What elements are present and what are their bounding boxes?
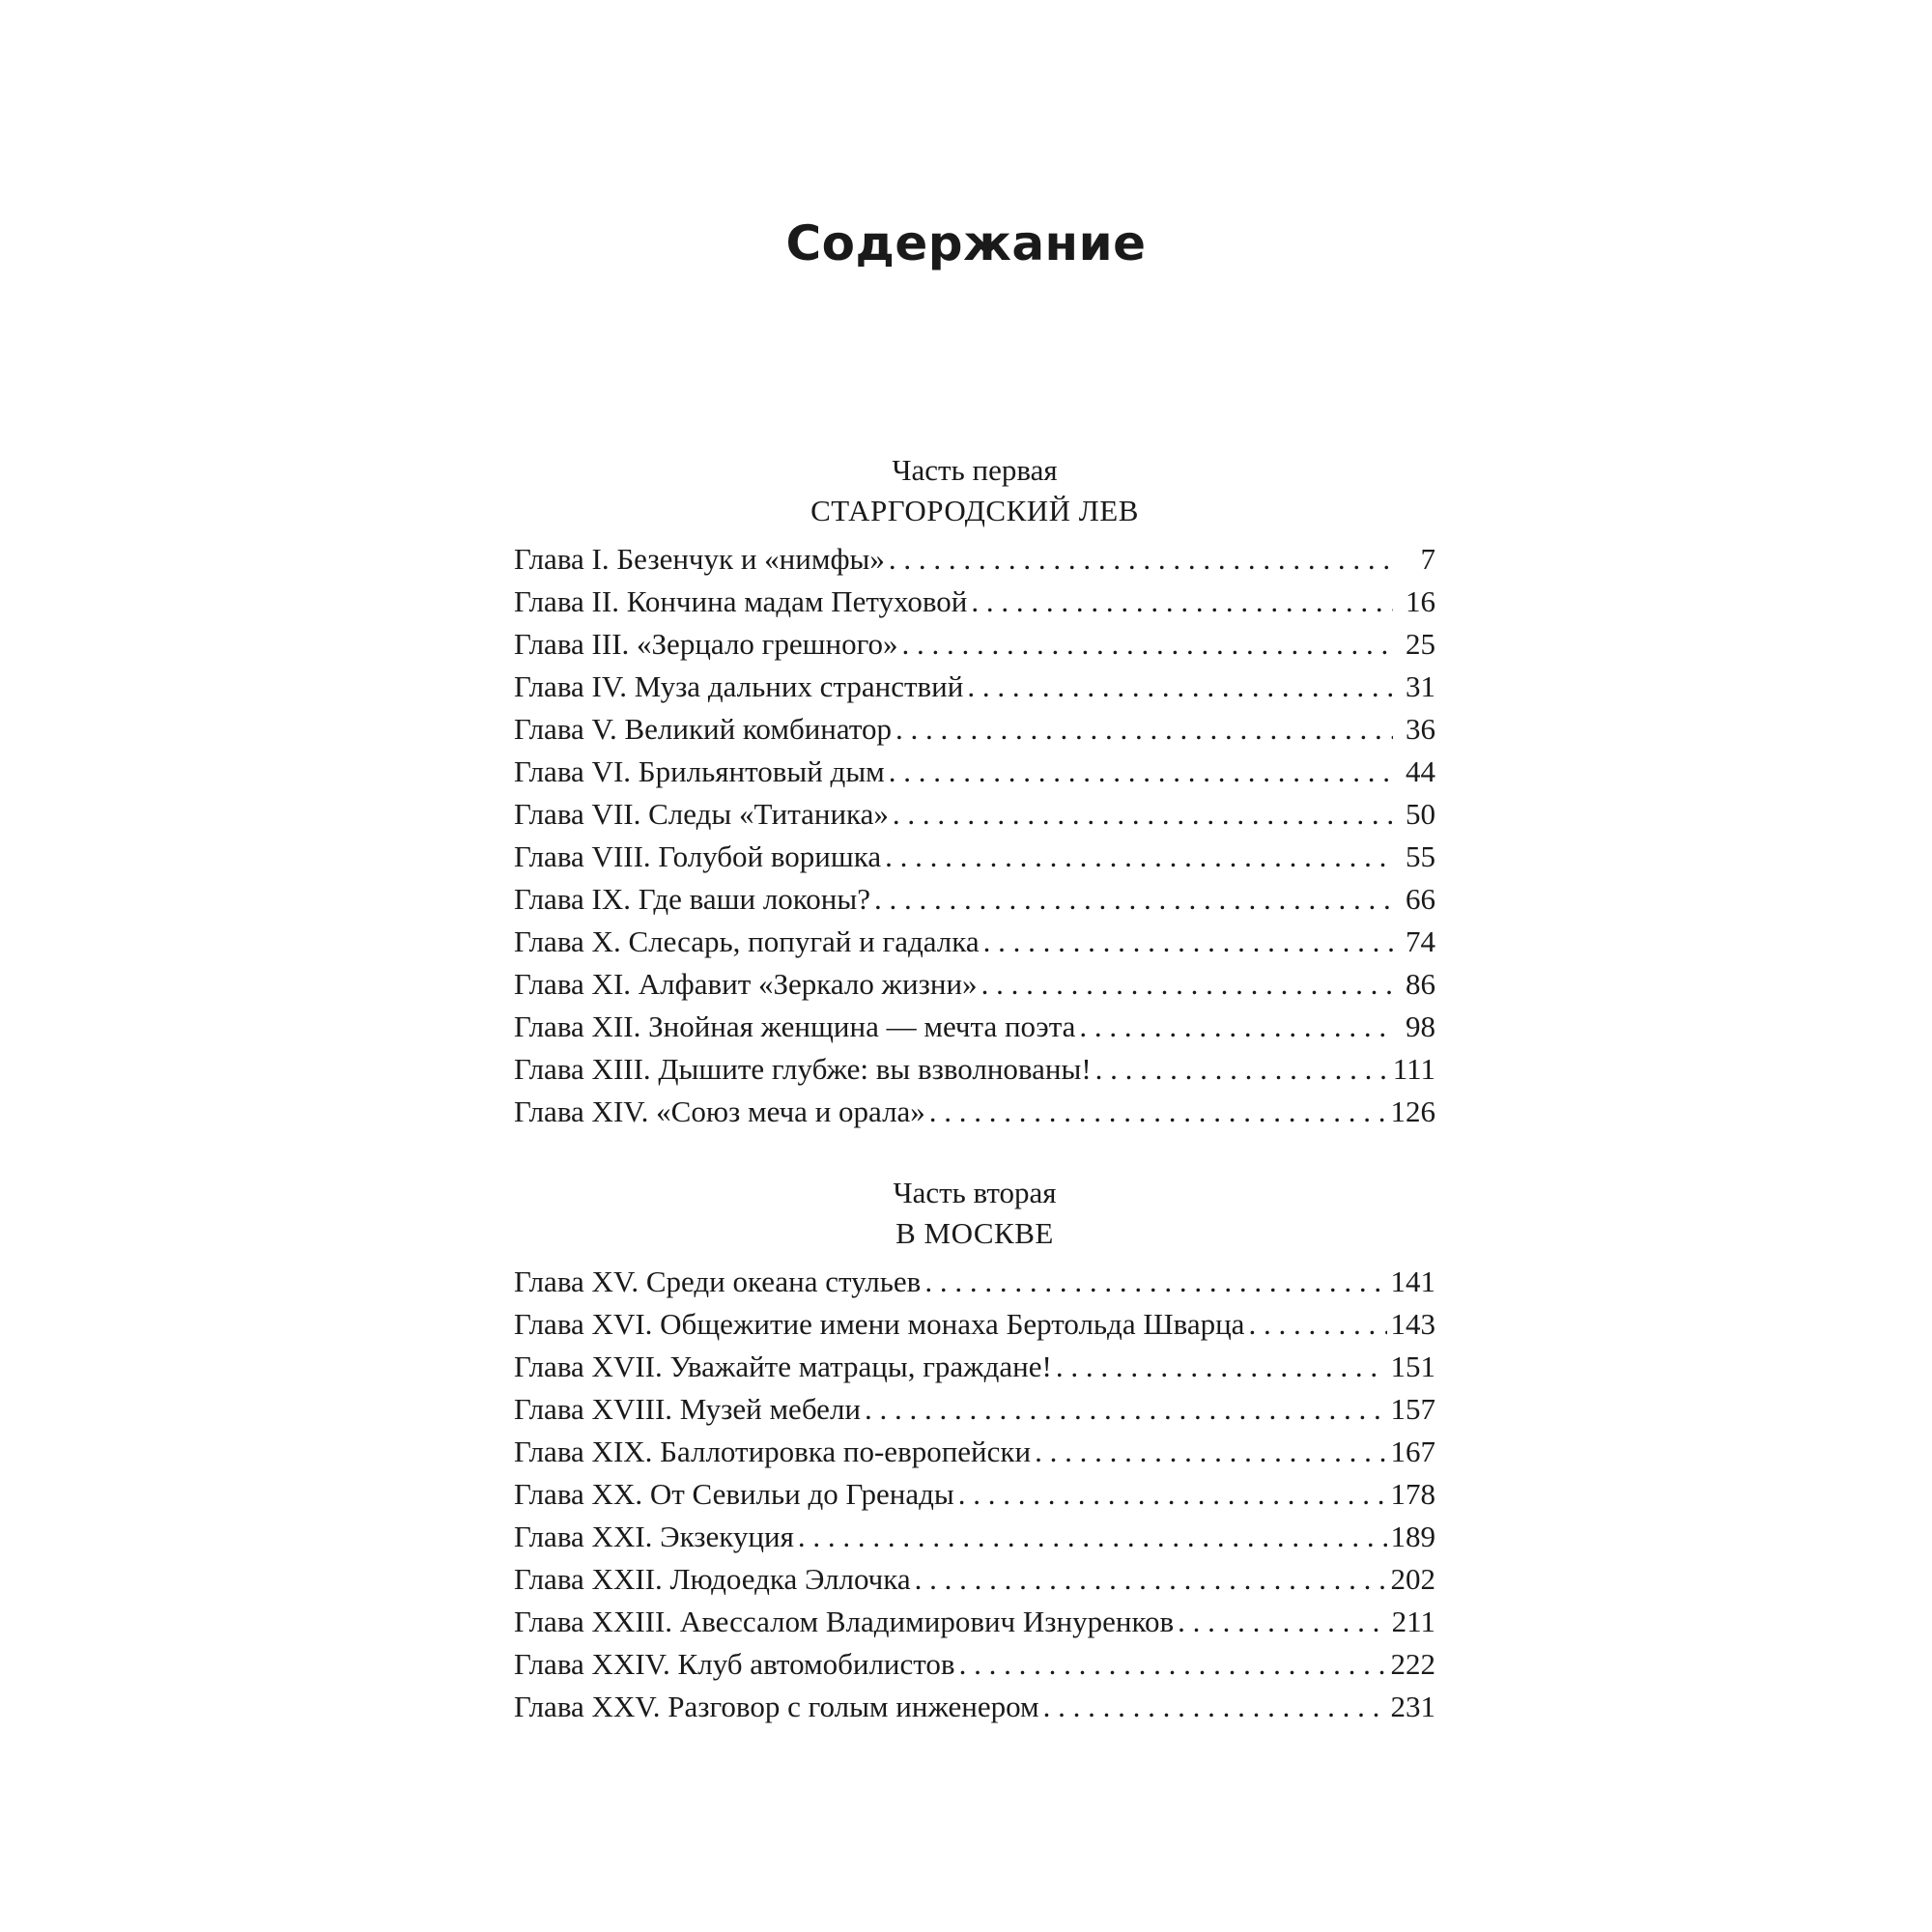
- page-number: 98: [1406, 1009, 1435, 1043]
- chapter-title: Глава XI. Алфавит «Зеркало жизни»: [514, 967, 978, 1001]
- toc-entry: [514, 1346, 1435, 1388]
- page-number: 16: [1406, 584, 1435, 618]
- dot-leader: [885, 836, 1393, 878]
- chapter-title: Глава XIV. «Союз меча и орала»: [514, 1094, 925, 1128]
- page-number: 25: [1406, 627, 1435, 661]
- dot-leader: [1095, 1048, 1389, 1091]
- dot-leader: [915, 1558, 1387, 1601]
- toc-entry: [514, 1091, 1435, 1133]
- toc-entry: [514, 1473, 1435, 1516]
- chapter-title: Глава V. Великий комбинатор: [514, 712, 892, 746]
- toc-entry: [514, 1388, 1435, 1431]
- dot-leader: [889, 538, 1393, 581]
- page-number: 178: [1390, 1477, 1435, 1511]
- part-label: Часть первая: [892, 453, 1058, 487]
- toc-entry: [514, 793, 1435, 836]
- chapter-title: Глава XVIII. Музей мебели: [514, 1392, 861, 1426]
- chapter-title: Глава XV. Среди океана стульев: [514, 1264, 922, 1298]
- chapter-title: Глава VI. Брильянтовый дым: [514, 754, 885, 788]
- page-number: 55: [1406, 839, 1435, 873]
- page-number: 111: [1392, 1052, 1435, 1086]
- chapter-title: Глава VIII. Голубой воришка: [514, 839, 882, 873]
- page-number: 141: [1390, 1264, 1435, 1298]
- toc-entry: [514, 623, 1435, 666]
- toc-entry: [514, 666, 1435, 708]
- toc-entry: [514, 708, 1435, 751]
- toc-entry: [514, 1686, 1435, 1728]
- page-number: 167: [1390, 1435, 1435, 1468]
- page-number: 50: [1406, 797, 1435, 831]
- toc-entry: [514, 538, 1435, 581]
- dot-leader: [958, 1473, 1387, 1516]
- page-number: 143: [1390, 1307, 1435, 1341]
- page-number: 31: [1406, 669, 1435, 703]
- toc-entry: [514, 1303, 1435, 1346]
- page-number: 202: [1390, 1562, 1435, 1596]
- chapter-title: Глава XX. От Севильи до Гренады: [514, 1477, 954, 1511]
- dot-leader: [1035, 1431, 1386, 1473]
- dot-leader: [983, 921, 1393, 963]
- part-title: В МОСКВЕ: [895, 1216, 1054, 1250]
- dot-leader: [874, 878, 1393, 921]
- chapter-title: Глава III. «Зерцало грешного»: [514, 627, 898, 661]
- toc-entry: [514, 1516, 1435, 1558]
- part-one-section: [514, 450, 1435, 1133]
- toc-entry: [514, 878, 1435, 921]
- chapter-title: Глава XVII. Уважайте матрацы, граждане!: [514, 1350, 1052, 1383]
- part-two-section: [514, 1173, 1435, 1728]
- dot-leader: [981, 963, 1393, 1006]
- page-number: 157: [1390, 1392, 1435, 1426]
- toc-entry: [514, 1048, 1435, 1091]
- dot-leader: [1043, 1686, 1387, 1728]
- page-number: 44: [1406, 754, 1435, 788]
- page-title: Содержание: [785, 214, 1147, 271]
- page-number: 86: [1406, 967, 1435, 1001]
- toc-entry: [514, 921, 1435, 963]
- toc-entry: [514, 963, 1435, 1006]
- page-number: 189: [1390, 1520, 1435, 1553]
- toc-entry: [514, 1643, 1435, 1686]
- chapter-title: Глава XIII. Дышите глубже: вы взволнованы!: [514, 1052, 1092, 1086]
- chapter-title: Глава XXII. Людоедка Эллочка: [514, 1562, 911, 1596]
- chapter-title: Глава I. Безенчук и «нимфы»: [514, 542, 885, 576]
- page-number: 231: [1390, 1690, 1435, 1723]
- page-number: 7: [1420, 542, 1435, 576]
- dot-leader: [1248, 1303, 1386, 1346]
- dot-leader: [798, 1516, 1387, 1558]
- chapter-title: Глава X. Слесарь, попугай и гадалка: [514, 924, 980, 958]
- toc-entry: [514, 836, 1435, 878]
- toc-entry: [514, 751, 1435, 793]
- chapter-title: Глава XXIV. Клуб автомобилистов: [514, 1647, 955, 1681]
- page-number: 74: [1406, 924, 1435, 958]
- page-number: 36: [1406, 712, 1435, 746]
- dot-leader: [889, 751, 1393, 793]
- dot-leader: [971, 581, 1393, 623]
- dot-leader: [1056, 1346, 1387, 1388]
- chapter-title: Глава XXIII. Авессалом Владимирович Изнуренков: [514, 1605, 1175, 1638]
- chapter-list: [514, 538, 1435, 1133]
- dot-leader: [893, 793, 1393, 836]
- page-number: 126: [1390, 1094, 1435, 1128]
- toc-entry: [514, 581, 1435, 623]
- dot-leader: [929, 1091, 1387, 1133]
- chapter-title: Глава IX. Где ваши локоны?: [514, 882, 870, 916]
- dot-leader: [895, 708, 1393, 751]
- toc-entry: [514, 1431, 1435, 1473]
- part-label: Часть вторая: [893, 1176, 1057, 1209]
- chapter-list: [514, 1261, 1435, 1728]
- chapter-title: Глава XVI. Общежитие имени монаха Бертольда Шварца: [514, 1307, 1245, 1341]
- chapter-title: Глава XIX. Баллотировка по-европейски: [514, 1435, 1032, 1468]
- toc-entry: [514, 1601, 1435, 1643]
- chapter-title: Глава IV. Муза дальних странствий: [514, 669, 964, 703]
- toc-entry: [514, 1261, 1435, 1303]
- dot-leader: [1178, 1601, 1388, 1643]
- dot-leader: [865, 1388, 1387, 1431]
- chapter-title: Глава VII. Следы «Титаника»: [514, 797, 889, 831]
- chapter-title: Глава XXV. Разговор с голым инженером: [514, 1690, 1039, 1723]
- page-number: 66: [1406, 882, 1435, 916]
- chapter-title: Глава XII. Знойная женщина — мечта поэта: [514, 1009, 1076, 1043]
- toc-entry: [514, 1558, 1435, 1601]
- page-number: 151: [1390, 1350, 1435, 1383]
- dot-leader: [1079, 1006, 1393, 1048]
- page-number: 222: [1390, 1647, 1435, 1681]
- part-title: СТАРГОРОДСКИЙ ЛЕВ: [810, 494, 1139, 527]
- dot-leader: [959, 1643, 1387, 1686]
- page-number: 211: [1391, 1605, 1435, 1638]
- dot-leader: [902, 623, 1393, 666]
- toc-entry: [514, 1006, 1435, 1048]
- chapter-title: Глава II. Кончина мадам Петуховой: [514, 584, 968, 618]
- chapter-title: Глава XXI. Экзекуция: [514, 1520, 794, 1553]
- dot-leader: [924, 1261, 1386, 1303]
- dot-leader: [967, 666, 1393, 708]
